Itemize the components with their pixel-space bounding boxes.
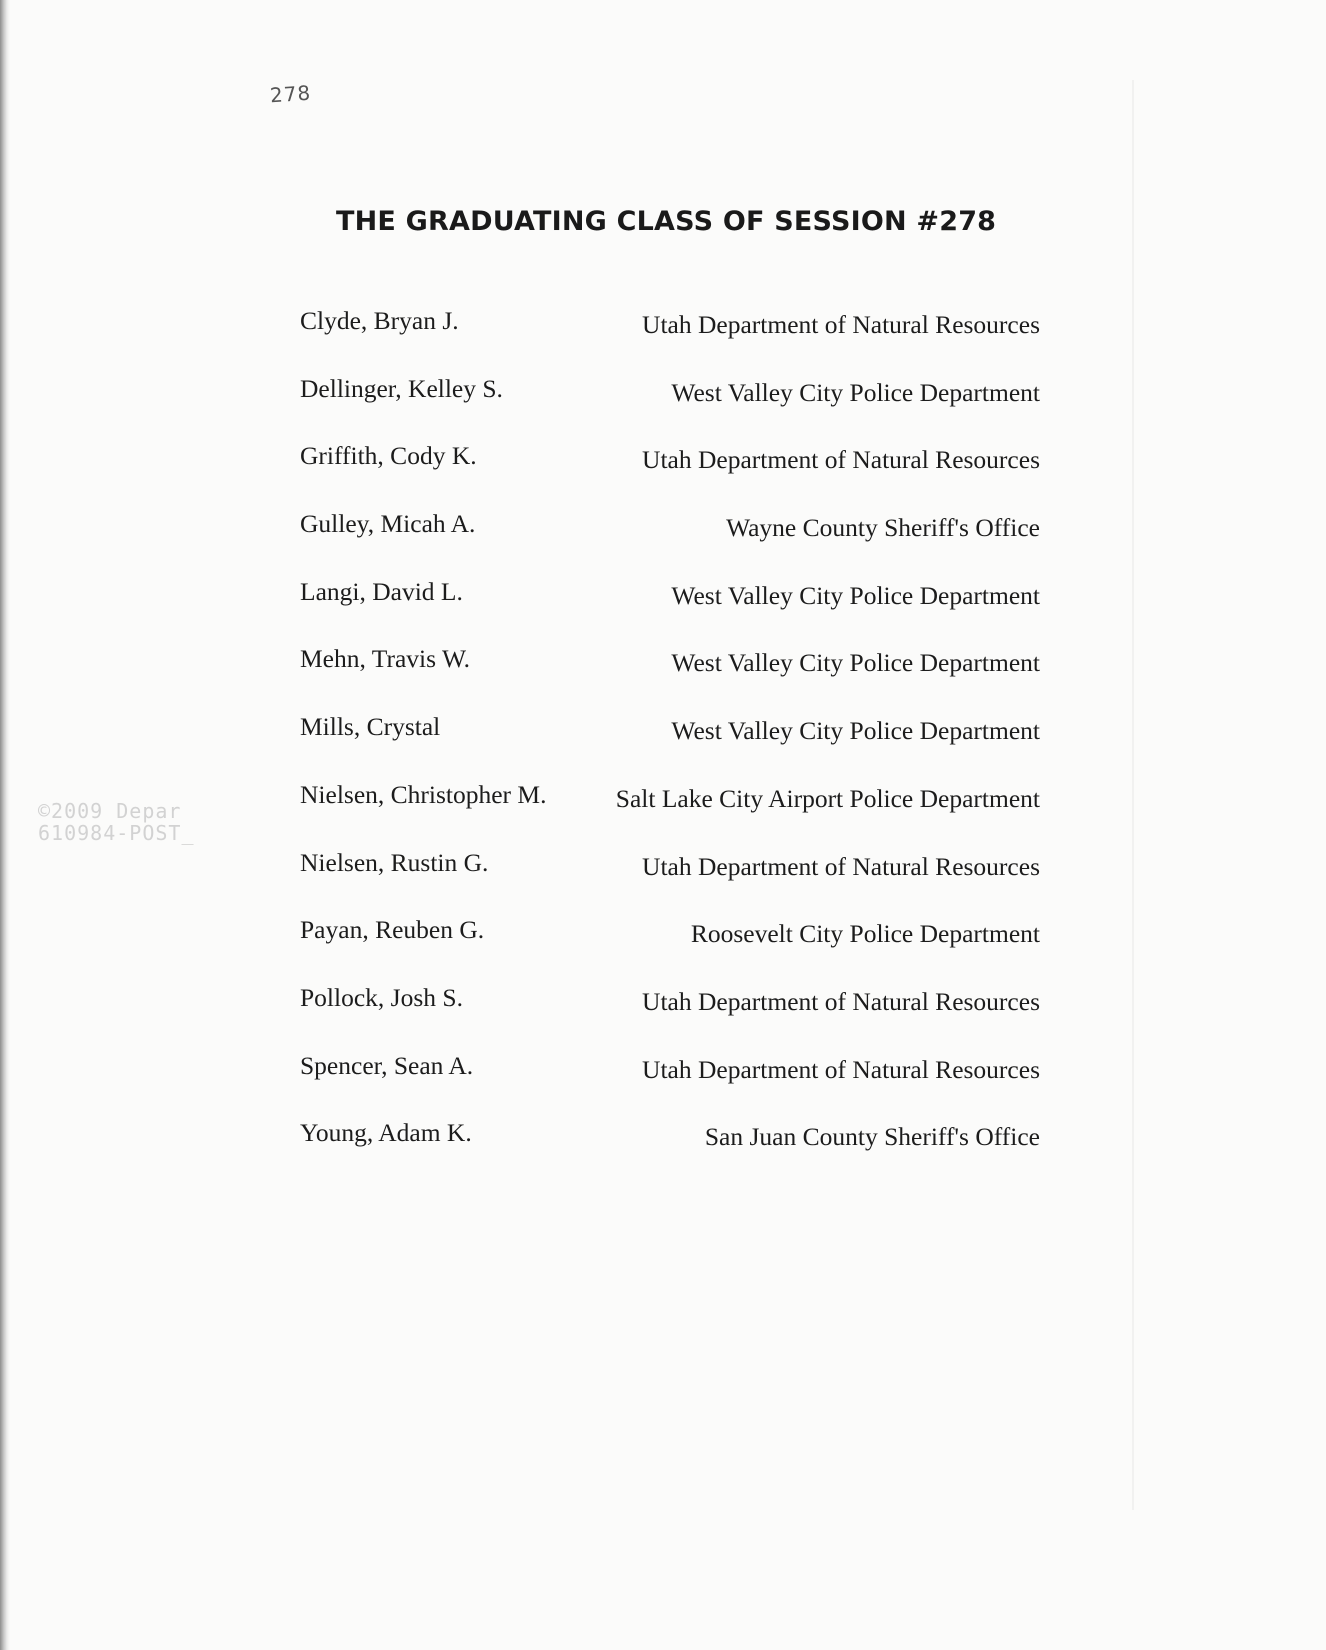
graduate-agency: Roosevelt City Police Department	[690, 919, 1040, 949]
graduate-name: Pollock, Josh S.	[300, 982, 463, 1012]
graduate-agency: West Valley City Police Department	[671, 580, 1040, 610]
copyright-stamp	[38, 800, 195, 844]
graduate-name: Young, Adam K.	[300, 1118, 472, 1148]
graduate-row	[300, 571, 1040, 639]
graduate-row	[300, 909, 1040, 977]
graduate-agency: Utah Department of Natural Resources	[642, 445, 1040, 475]
graduate-name: Spencer, Sean A.	[300, 1050, 474, 1080]
graduate-agency: Wayne County Sheriff's Office	[726, 513, 1040, 543]
graduate-row	[300, 1045, 1040, 1113]
graduate-agency: Salt Lake City Airport Police Department	[615, 783, 1040, 813]
graduate-row	[300, 368, 1040, 436]
graduate-name: Langi, David L.	[300, 576, 463, 606]
graduate-row	[300, 435, 1040, 503]
graduate-name: Griffith, Cody K.	[300, 441, 477, 471]
stamp-line: ©2009 Depar	[38, 799, 182, 823]
page-title: THE GRADUATING CLASS OF SESSION #278	[336, 206, 997, 237]
handwritten-page-number: 278	[269, 80, 312, 108]
graduate-row	[300, 503, 1040, 571]
scan-left-edge	[0, 0, 10, 1650]
graduate-agency: San Juan County Sheriff's Office	[704, 1122, 1040, 1152]
graduate-agency: Utah Department of Natural Resources	[642, 1054, 1040, 1084]
graduate-name: Mills, Crystal	[300, 712, 441, 742]
graduate-agency: Utah Department of Natural Resources	[642, 986, 1040, 1016]
graduate-agency: West Valley City Police Department	[671, 377, 1040, 407]
graduate-roster	[300, 300, 1040, 1180]
stamp-line: 610984-POST_	[38, 821, 195, 845]
graduate-agency: Utah Department of Natural Resources	[642, 310, 1040, 339]
scan-page-shadow	[1132, 80, 1134, 1510]
graduate-name: Mehn, Travis W.	[300, 644, 471, 674]
graduate-agency: West Valley City Police Department	[671, 716, 1040, 746]
graduate-row	[300, 842, 1040, 910]
graduate-name: Gulley, Micah A.	[300, 509, 476, 539]
graduate-row	[300, 774, 1040, 842]
graduate-name: Payan, Reuben G.	[300, 915, 485, 945]
graduate-name: Clyde, Bryan J.	[300, 306, 459, 335]
graduate-row	[300, 1112, 1040, 1180]
graduate-agency: West Valley City Police Department	[671, 648, 1040, 678]
graduate-agency: Utah Department of Natural Resources	[642, 851, 1040, 881]
graduate-name: Nielsen, Christopher M.	[300, 779, 547, 809]
graduate-row	[300, 977, 1040, 1045]
graduate-row	[300, 300, 1040, 368]
graduate-name: Dellinger, Kelley S.	[300, 373, 503, 403]
graduate-row	[300, 706, 1040, 774]
graduate-name: Nielsen, Rustin G.	[300, 847, 489, 877]
graduate-row	[300, 638, 1040, 706]
